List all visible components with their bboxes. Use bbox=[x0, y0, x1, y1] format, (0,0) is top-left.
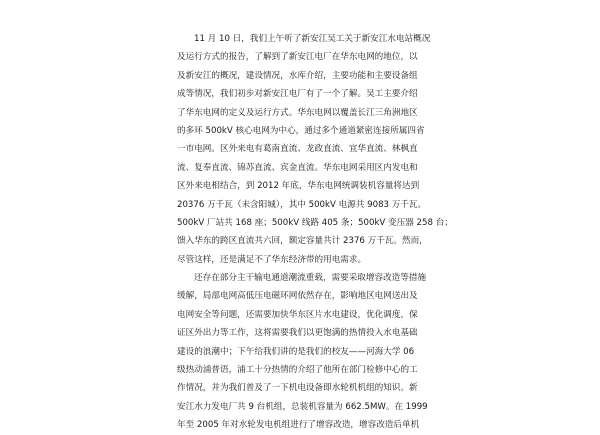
paragraph-line: 11 月 10 日，我们上午听了新安江吴工关于新安江水电站概况 bbox=[194, 34, 431, 44]
paragraph-line: 的多环 500kV 核心电网为中心，通过多个通道紧密连接所属四省 bbox=[177, 125, 425, 136]
paragraph-line: 电网安全等问题，还需要加快华东区片水电建设，优化调度，保 bbox=[177, 309, 418, 320]
paragraph-line: 安江水力发电厂共 9 台机组，总装机容量为 662.5MW。在 1999 bbox=[177, 401, 428, 412]
body-text bbox=[177, 30, 453, 435]
paragraph-line: 及新安江的概况，建设情况，水库介绍，主要功能和主要设备组 bbox=[177, 70, 418, 81]
paragraph-line: 馈入华东的跨区直流共六回，额定容量共计 2376 万千瓦。然而， bbox=[177, 236, 428, 247]
paragraph-line: 作情况，并为我们普及了一下机电设备即水轮机机组的知识。新 bbox=[177, 383, 418, 394]
paragraph-line: 了华东电网的定义及运行方式。华东电网以覆盖长江三角洲地区 bbox=[177, 107, 418, 118]
paragraph-line: 级热动浦普语，浦工十分热情的介绍了他所在部门检修中心的工 bbox=[177, 365, 418, 376]
paragraph-line: 500kV 厂站共 168 座；500kV 线路 405 条；500kV 变压器 258 台； bbox=[177, 217, 453, 228]
paragraph-line: 成等情况，我们初步对新安江电厂有了一个了解。吴工主要介绍 bbox=[177, 89, 418, 100]
paragraph-line: 证区外出力等工作，这将需要我们以更饱满的热情投入水电基础 bbox=[177, 328, 418, 339]
paragraph-line: 还存在部分主干输电通道潮流重载，需要采取增容改造等措施 bbox=[194, 273, 427, 284]
paragraph-line: 20376 万千瓦（未含阳城），其中 500kV 电源共 9083 万千瓦。 bbox=[177, 199, 427, 210]
paragraph-line: 建设的浪潮中；下午给我们讲的是我们的校友——河海大学 06 bbox=[177, 346, 415, 357]
paragraph-line: 尽管这样，还是满足不了华东经济带的用电需求。 bbox=[177, 254, 367, 265]
paragraph-line: 年至 2005 年对水轮发电机组进行了增容改造，增容改造后单机 bbox=[177, 420, 420, 431]
paragraph-line: 区外来电相结合，到 2012 年底，华东电网统调装机容量将达到 bbox=[177, 181, 420, 192]
paragraph-line: 流、复奉直流、锦苏直流、宾金直流。华东电网采用区内发电和 bbox=[177, 162, 418, 173]
paragraph-line: 及运行方式的报告，了解到了新安江电厂在华东电网的地位，以 bbox=[177, 52, 418, 63]
paragraph-line: 一市电网。区外来电有葛南直流、龙政直流、宜华直流、林枫直 bbox=[177, 144, 418, 155]
paragraph-line: 缓解，局部电网高低压电磁环网依然存在，影响地区电网送出及 bbox=[177, 291, 418, 302]
